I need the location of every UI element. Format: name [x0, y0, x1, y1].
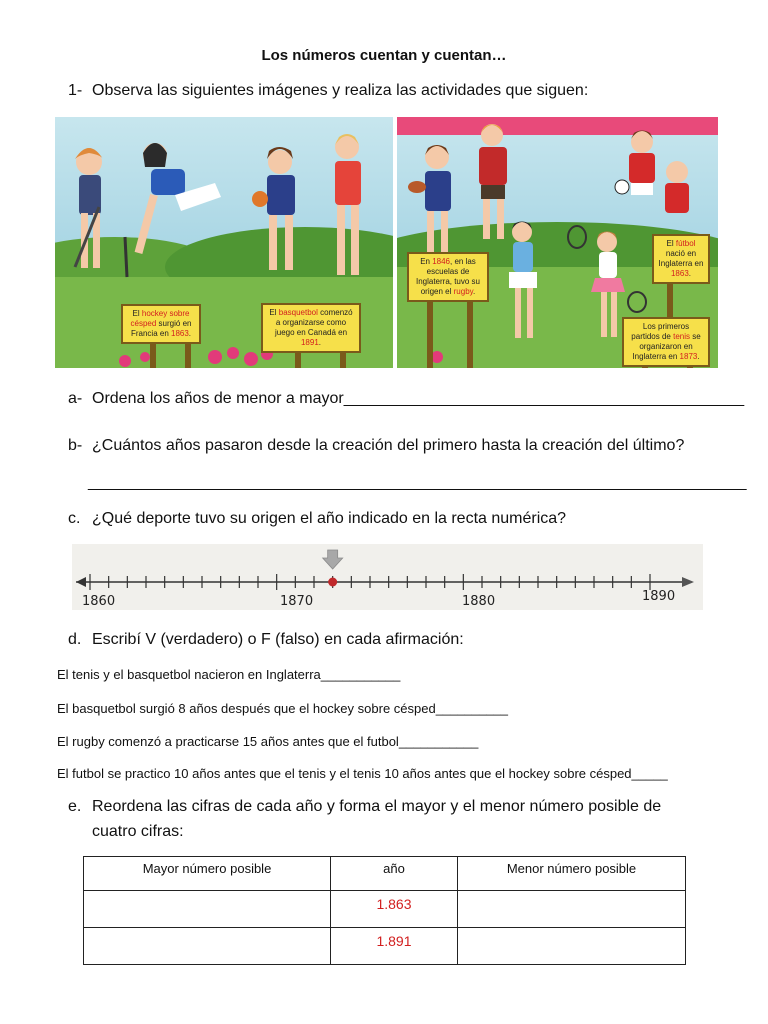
table-cell-mayor-1[interactable] — [84, 891, 331, 928]
sign-hockey-sport: hockey sobre césped — [130, 309, 190, 328]
item-a-blank[interactable]: _____________________________________________ — [343, 390, 745, 407]
sign-futbol-pre: El — [666, 239, 676, 248]
table-header-anio: año — [331, 857, 458, 891]
question-1-text: Observa las siguientes imágenes y realiza las actividades que siguen: — [92, 82, 589, 99]
sign-hockey-end: . — [188, 329, 192, 338]
sign-hockey-year: 1863 — [171, 329, 189, 338]
sign-rugby-sport: rugby — [453, 287, 474, 296]
item-d-label: d. — [68, 631, 82, 648]
table-cell-menor-1[interactable] — [458, 891, 686, 928]
item-b-text: ¿Cuántos años pasaron desde la creación del primero hasta la creación del último? — [92, 437, 685, 454]
sign-basket-pre: El — [269, 308, 279, 317]
sign-basket-year: 1891 — [300, 338, 319, 347]
table-cell-mayor-2[interactable] — [84, 928, 331, 965]
sign-tenis-year: 1873 — [679, 352, 698, 361]
item-b-answer-line[interactable]: __________________________________________________________________________ — [88, 474, 747, 491]
sign-futbol-end: . — [688, 269, 692, 278]
sign-hockey-pre: El — [132, 309, 142, 318]
table-row — [84, 891, 686, 928]
item-c-text: ¿Qué deporte tuvo su origen el año indicado en la recta numérica? — [92, 510, 567, 527]
sign-tenis-sport: tenis — [673, 332, 691, 341]
table-row — [84, 928, 686, 965]
sign-futbol-sport: fútbol — [675, 239, 696, 248]
sign-rugby — [407, 252, 489, 302]
number-line-label-2: 1880 — [462, 594, 496, 609]
sign-rugby-year: 1846 — [432, 257, 450, 266]
digits-table — [83, 856, 686, 965]
number-line-label-0: 1860 — [82, 594, 116, 609]
illustration-hockey-basketball — [55, 117, 393, 368]
page-title: Los números cuentan y cuentan… — [261, 47, 507, 64]
number-line-graphic — [72, 544, 703, 610]
sign-tenis-end: . — [697, 352, 700, 361]
sign-futbol-mid: nació en Inglaterra en — [658, 249, 704, 268]
item-e-text: Reordena las cifras de cada año y forma el mayor y el menor número posible de — [92, 798, 662, 815]
table-cell-anio-2: 1.891 — [331, 928, 458, 965]
sign-futbol — [652, 234, 710, 284]
item-b — [68, 437, 684, 455]
table-cell-menor-2[interactable] — [458, 928, 686, 965]
number-line-pointer-arrow-icon — [323, 550, 343, 569]
statement-2: El basquetbol surgió 8 años después que el hockey sobre césped__________ — [57, 701, 509, 716]
sign-rugby-end: . — [473, 287, 476, 296]
sign-rugby-mid: , en las escuelas de Inglaterra, tuvo su origen el — [415, 257, 481, 296]
table-header-menor: Menor número posible — [458, 857, 686, 891]
item-e — [68, 798, 661, 816]
item-a-text: Ordena los años de menor a mayor — [92, 390, 344, 407]
table-cell-anio-1: 1.863 — [331, 891, 458, 928]
item-e-label: e. — [68, 798, 82, 815]
sign-basketball — [261, 303, 361, 353]
item-e-text-continued: cuatro cifras: — [92, 823, 184, 840]
sign-basket-mid: comenzó a organizarse como juego en Canadá en — [274, 308, 353, 337]
item-c — [68, 510, 566, 528]
item-a — [68, 390, 744, 408]
sign-basket-sport: basquetbol — [278, 308, 318, 317]
number-line-label-3: 1890 — [642, 589, 676, 604]
sign-hockey — [121, 304, 201, 344]
item-c-label: c. — [68, 510, 81, 527]
item-a-label: a- — [68, 390, 83, 407]
number-line-marked-point — [328, 578, 337, 587]
number-line — [72, 544, 703, 610]
item-d — [68, 631, 464, 649]
sign-hockey-mid: surgió en Francia en — [130, 319, 192, 338]
question-1 — [68, 82, 588, 100]
table-header-row — [84, 857, 686, 891]
table-header-mayor: Mayor número posible — [84, 857, 331, 891]
sign-basket-end: . — [318, 338, 322, 347]
sign-tenis — [622, 317, 710, 367]
statement-3: El rugby comenzó a practicarse 15 años antes que el futbol___________ — [57, 734, 479, 749]
number-line-left-arrow — [76, 577, 86, 587]
statement-4: El futbol se practico 10 años antes que el tenis y el tenis 10 años antes que el hockey sobre césped_____ — [57, 766, 668, 781]
sign-tenis-pre: Los primeros partidos de — [631, 322, 690, 341]
sign-tenis-mid: se organizaron en Inglaterra en — [632, 332, 701, 361]
statement-1: El tenis y el basquetbol nacieron en Inglaterra___________ — [57, 667, 401, 682]
sign-futbol-year: 1863 — [670, 269, 689, 278]
sign-rugby-pre: En — [420, 257, 433, 266]
item-d-text: Escribí V (verdadero) o F (falso) en cada afirmación: — [92, 631, 464, 648]
number-line-label-1: 1870 — [280, 594, 314, 609]
number-line-right-arrow — [682, 577, 694, 587]
question-1-number: 1- — [68, 82, 83, 99]
illustration-rugby-futbol-tenis — [397, 117, 718, 368]
item-b-label: b- — [68, 437, 83, 454]
